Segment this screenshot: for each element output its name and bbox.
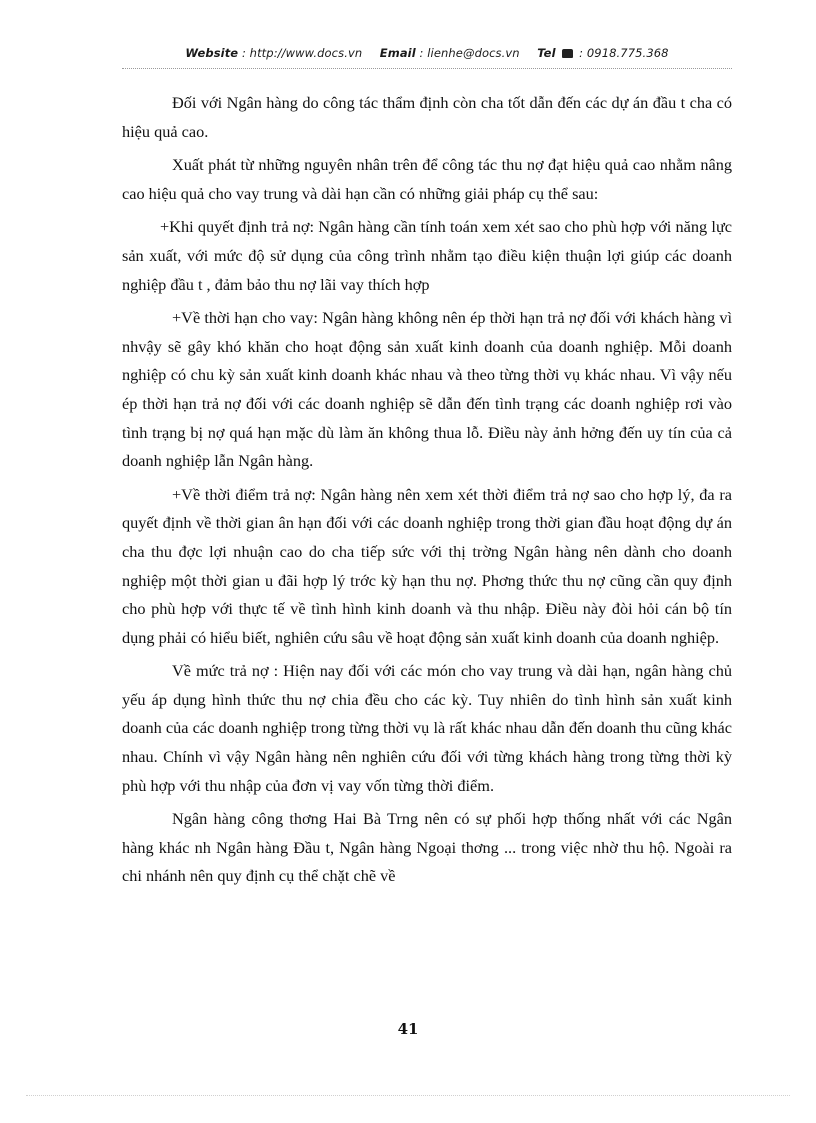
paragraph-repayment-amount: Về mức trả nợ : Hiện nay đối với các món cho vay trung và dài hạn, ngân hàng chủ yếu áp dụng hình thức thu nợ chia đều cho các kỳ. Tuy nhiên do tình hình sản xuất kinh doanh của các doanh nghiệp trong từng thời vụ là rất khác nhau dẫn đến doanh thu cũng khác nhau. Chính vì vậy Ngân hàng nên nghiên cứu đối với từng khách hàng trong từng thời kỳ phù hợp với thu nhập của đơn vị vay vốn từng thời điểm. <box>122 661 732 795</box>
document-body <box>122 89 732 896</box>
paragraph-repayment-timing: +Về thời điểm trả nợ: Ngân hàng nên xem xét thời điểm trả nợ sao cho hợp lý, đa ra quyết định về thời gian ân hạn đối với các doanh nghiệp trong thời gian đầu hoạt động dự án cha thu đợc lợi nhuận cao do cha tiếp sức với thị trờng Ngân hàng nên dành cho doanh nghiệp một thời gian u đãi hợp lý trớc kỳ hạn thu nợ. Phơng thức thu nợ cũng cần quy định cho phù hợp với thực tế về tình hình kinh doanh và thu nhập. Điều này đòi hỏi cán bộ tín dụng phải có hiểu biết, nghiên cứu sâu về hoạt động sản xuất kinh doanh của doanh nghiệp. <box>122 484 732 647</box>
tel-label: Tel <box>537 46 556 60</box>
footer-divider <box>26 1095 790 1096</box>
page-header <box>122 46 732 69</box>
website-value: : http://www.docs.vn <box>241 46 363 60</box>
paragraph-loan-term: +Về thời hạn cho vay: Ngân hàng không nên ép thời hạn trả nợ đối với khách hàng vì nhvậy sẽ gây khó khăn cho hoạt động sản xuất kinh doanh của doanh nghiệp. Mỗi doanh nghiệp có chu kỳ sản xuất kinh doanh khác nhau và theo từng thời vụ khác nhau. Vì vậy nếu ép thời hạn trả nợ đối với các doanh nghiệp sẽ dẫn đến tình trạng các doanh nghiệp rơi vào tình trạng bị nợ quá hạn mặc dù làm ăn không thua lỗ. Điều này ảnh hởng đến uy tín của cả doanh nghiệp lẫn Ngân hàng. <box>122 308 732 471</box>
paragraph-repayment-decision: +Khi quyết định trả nợ: Ngân hàng cần tính toán xem xét sao cho phù hợp với năng lực sản xuất, với mức độ sử dụng của công trình nhằm tạo điều kiện thuận lợi giúp các doanh nghiệp đầu t , đảm bảo thu nợ lãi vay thích hợp <box>122 217 732 294</box>
phone-icon <box>562 49 573 58</box>
website-label: Website <box>185 46 239 60</box>
paragraph-assessment: Đối với Ngân hàng do công tác thẩm định còn cha tốt dẫn đến các dự án đầu t cha có hiệu quả cao. <box>122 93 732 141</box>
page-number: 41 <box>397 1020 419 1038</box>
paragraph-coordination: Ngân hàng công thơng Hai Bà Trng nên có sự phối hợp thống nhất với các Ngân hàng khác nh Ngân hàng Đầu t, Ngân hàng Ngoại thơng ... trong việc nhờ thu hộ. Ngoài ra chi nhánh nên quy định cụ thể chặt chẽ về <box>122 809 732 886</box>
paragraph-solutions-intro: Xuất phát từ những nguyên nhân trên để công tác thu nợ đạt hiệu quả cao nhằm nâng cao hiệu quả cho vay trung và dài hạn cần có những giải pháp cụ thể sau: <box>122 155 732 203</box>
email-label: Email <box>379 46 416 60</box>
email-value: : lienhe@docs.vn <box>419 46 520 60</box>
tel-value: : 0918.775.368 <box>579 46 669 60</box>
